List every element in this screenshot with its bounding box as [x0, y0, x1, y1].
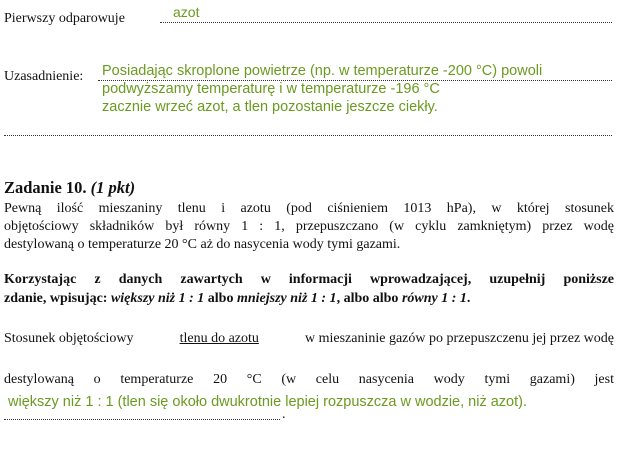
first-evaporates-answer: azot — [173, 4, 200, 20]
justification-answer-line-2: podwyższamy temperaturę i w temperaturze -196 °C — [102, 81, 440, 97]
task-answer-end: . — [282, 407, 286, 422]
sentence-line-2: destylowaną o temperaturze 20 °C (w celu nasycenia wody tymi gazami) jest — [4, 372, 614, 387]
sentence-underlined: tlenu do azotu — [179, 331, 259, 346]
separator-1: albo — [207, 291, 234, 306]
instruction-line-2 — [4, 291, 470, 307]
intro-line-1: Pewną ilość mieszaniny tlenu i azotu (pod ciśnieniem 1013 hPa), w której stosunek — [4, 201, 614, 216]
answer-dotted-line — [160, 22, 612, 23]
task-answer-dotted-line — [4, 419, 280, 420]
task-title: Zadanie 10. — [4, 178, 87, 197]
sentence-prefix: Stosunek objętościowy — [4, 331, 134, 346]
first-evaporates-label: Pierwszy odparowuje — [4, 11, 125, 26]
intro-line-2: objętościowy składników był równy 1 : 1, przepuszczano (w cyklu zamkniętym) przez wodę — [4, 219, 614, 234]
instruction-line-1: Korzystając z danych zawartych w informacji wprowadzającej, uzupełnij poniższe — [4, 272, 614, 287]
justification-dotted-line-2 — [4, 135, 612, 136]
separator-2: , albo — [336, 291, 370, 306]
task-answer: większy niż 1 : 1 (tlen się około dwukrotnie lepiej rozpuszcza w wodzie, niż azot). — [8, 394, 528, 410]
separator-3: albo — [372, 291, 399, 306]
option-greater: większy niż 1 : 1 — [110, 291, 205, 306]
instruction-end: . — [466, 291, 471, 306]
option-smaller: mniejszy niż 1 : 1 — [236, 291, 337, 306]
sentence-line-1 — [4, 331, 614, 347]
option-equal: równy 1 : 1 — [401, 291, 467, 306]
sentence-suffix: w mieszaninie gazów po przepuszczenu jej przez wodę — [304, 331, 614, 346]
intro-line-3: destylowaną o temperaturze 20 °C aż do nasycenia wody tymi gazami. — [4, 237, 401, 252]
instruction-prefix: zdanie, wpisując: — [4, 291, 108, 306]
task-heading — [4, 178, 135, 198]
justification-answer-line-1: Posiadając skroplone powietrze (np. w temperaturze -200 °C) powoli — [102, 63, 543, 79]
justification-answer-line-3: zacznie wrzeć azot, a tlen pozostanie jeszcze ciekły. — [102, 99, 438, 115]
justification-label: Uzasadnienie: — [4, 69, 84, 84]
task-points: (1 pkt) — [90, 178, 136, 197]
